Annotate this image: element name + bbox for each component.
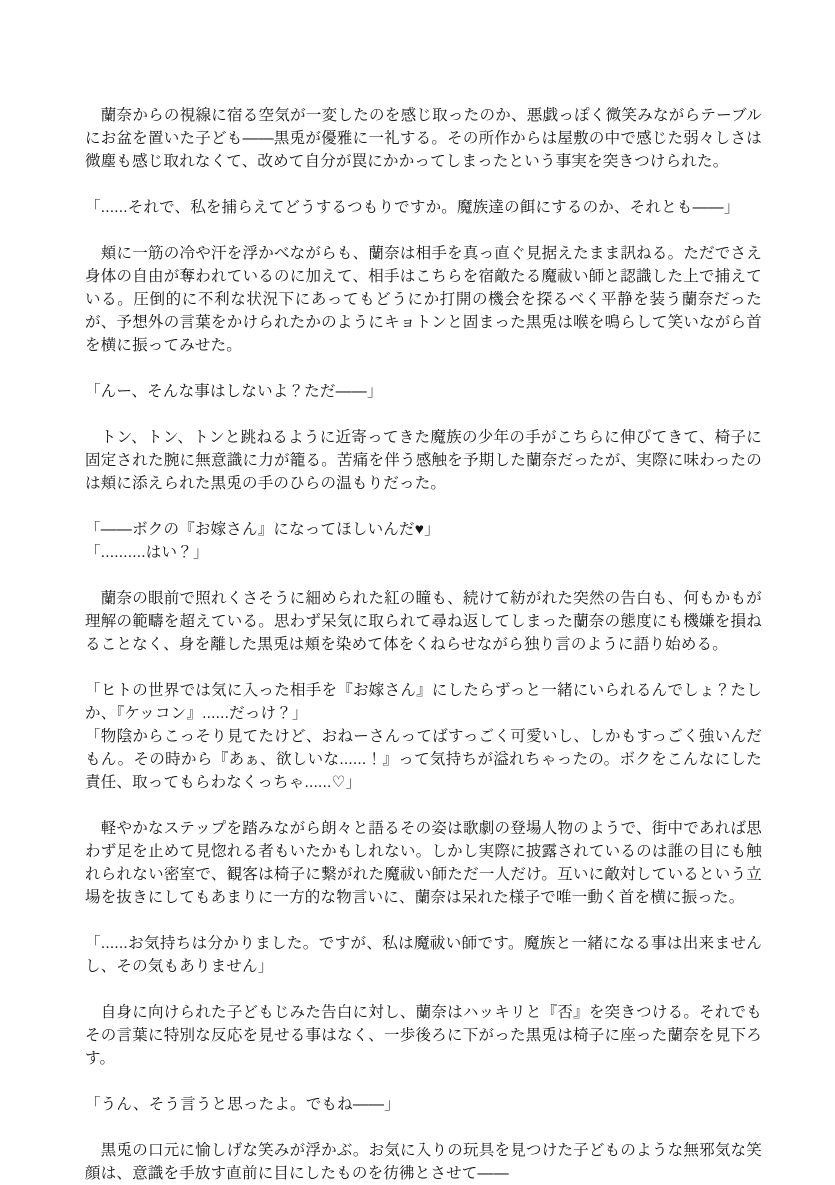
narration-paragraph: 黒兎の口元に愉しげな笑みが浮かぶ。お気に入りの玩具を見つけた子どものような無邪気な笑顔は、意識を手放す直前に目にしたものを彷彿とさせて―― — [85, 1142, 762, 1182]
novel-text-body — [85, 104, 762, 1185]
dialogue-line: 「――ボクの『お嫁さん』になってほしいんだ♥」 — [85, 521, 440, 538]
dialogue-line: 「ヒトの世界では気に入った相手を『お嫁さん』にしたらずっと一緒にいられるんでしょ？たしか、『ケッコン』......だっけ？」 — [85, 682, 762, 722]
dialogue-line: 「物陰からこっそり見てたけど、おねーさんってばすっごく可愛いし、しかもすっごく強いんだもん。その時から『あぁ、欲しいな......！』って気持ちが溢れちゃったの。ボクをこんなにした責任、取ってもらわなくっちゃ......♡」 — [85, 728, 762, 791]
dialogue-line: 「んー、そんな事はしないよ？ただ――」 — [85, 383, 383, 400]
narration-paragraph: 自身に向けられた子どもじみた告白に対し、蘭奈はハッキリと『否』を突きつける。それでもその言葉に特別な反応を見せる事はなく、一歩後ろに下がった黒兎は椅子に座った蘭奈を見下ろす。 — [85, 1004, 762, 1067]
narration-paragraph: 頬に一筋の冷や汗を浮かべながらも、蘭奈は相手を真っ直ぐ見据えたまま訊ねる。ただでさえ身体の自由が奪われているのに加えて、相手はこちらを宿敵たる魔祓い師と認識した上で捕えている。圧倒的に不利な状況下にあってもどうにか打開の機会を探るべく平静を装う蘭奈だったが、予想外の言葉をかけられたかのようにキョトンと固まった黒兎は喉を鳴らして笑いながら首を横に振ってみせた。 — [85, 245, 762, 354]
narration-paragraph: 軽やかなステップを踏みながら朗々と語るその姿は歌劇の登場人物のようで、街中であれば思わず足を止めて見惚れる者もいたかもしれない。しかし実際に披露されているのは誰の目にも触れられない密室で、観客は椅子に繋がれた魔祓い師ただ一人だけ。互いに敵対しているという立場を抜きにしてもあまりに一方的な物言いに、蘭奈は呆れた様子で唯一動く首を横に振った。 — [85, 820, 762, 906]
dialogue-line: 「うん、そう言うと思ったよ。でもね――」 — [85, 1096, 400, 1113]
narration-paragraph: トン、トン、トンと跳ねるように近寄ってきた魔族の少年の手がこちらに伸びてきて、椅子に固定された腕に無意識に力が籠る。苦痛を伴う感触を予期した蘭奈だったが、実際に味わったのは頬に添えられた黒兎の手のひらの温もりだった。 — [85, 429, 762, 492]
narration-paragraph: 蘭奈の眼前で照れくさそうに細められた紅の瞳も、続けて紡がれた突然の告白も、何もかもが理解の範疇を超えている。思わず呆気に取られて尋ね返してしまった蘭奈の態度にも機嫌を損ねることなく、身を離した黒兎は頬を染めて体をくねらせながら独り言のように語り始める。 — [85, 590, 762, 653]
dialogue-line: 「......それで、私を捕らえてどうするつもりですか。魔族達の餌にするのか、それとも――」 — [85, 199, 740, 216]
dialogue-line: 「......お気持ちは分かりました。ですが、私は魔祓い師です。魔族と一緒になる事は出来ませんし、その気もありません」 — [85, 935, 762, 975]
dialogue-line: 「..........はい？」 — [85, 544, 209, 561]
narration-paragraph: 蘭奈からの視線に宿る空気が一変したのを感じ取ったのか、悪戯っぽく微笑みながらテーブルにお盆を置いた子ども――黒兎が優雅に一礼する。その所作からは屋敷の中で感じた弱々しさは微塵も感じ取れなくて、改めて自分が罠にかかってしまったという事実を突きつけられた。 — [85, 107, 762, 170]
